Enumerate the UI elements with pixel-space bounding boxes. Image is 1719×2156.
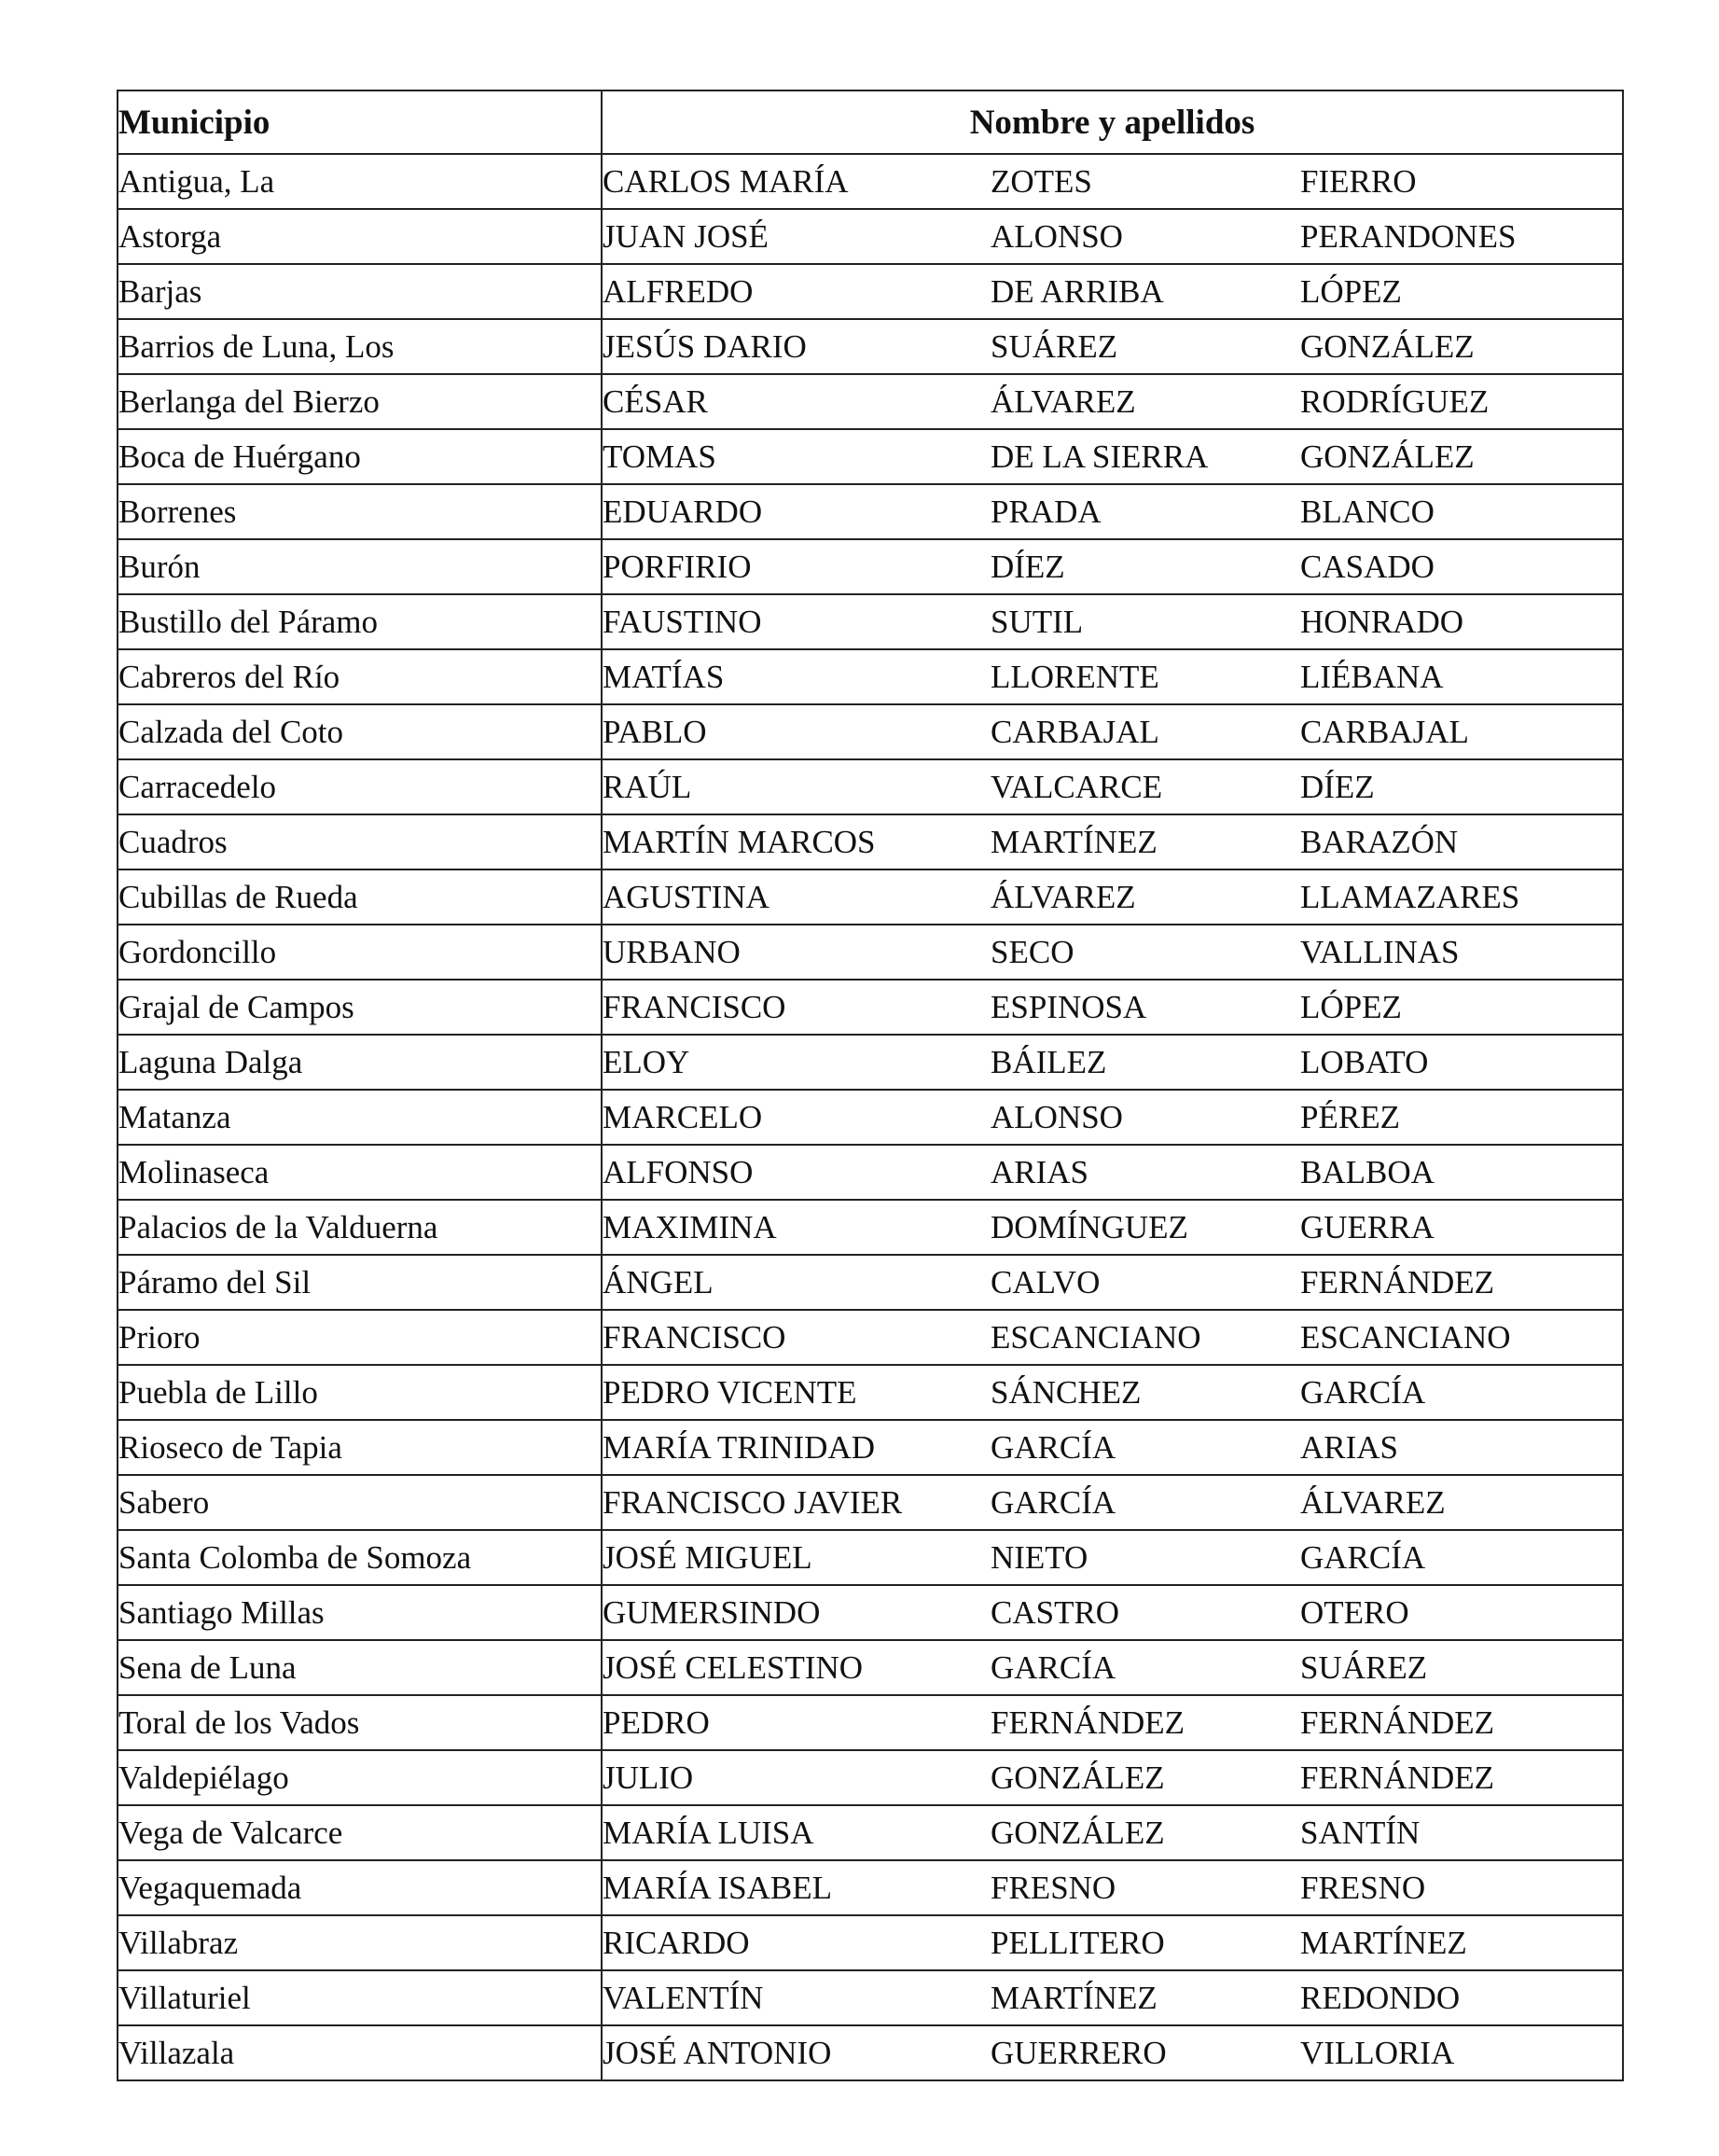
table-row: [118, 429, 1623, 484]
nombre-text: ALFREDO: [603, 273, 754, 310]
cell-nombre-apellidos: [602, 1805, 1623, 1860]
table-row: [118, 1310, 1623, 1365]
segundo-apellido-text: MARTÍNEZ: [1300, 1925, 1467, 1961]
cell-nombre-apellidos: [602, 1200, 1623, 1255]
primer-apellido-text: GARCÍA: [991, 1649, 1116, 1686]
table-row: [118, 1035, 1623, 1090]
primer-apellido-text: MARTÍNEZ: [991, 1980, 1158, 2016]
cell-nombre-apellidos: [602, 925, 1623, 980]
nombre-text: FRANCISCO JAVIER: [603, 1484, 903, 1521]
segundo-apellido-text: LIÉBANA: [1300, 659, 1444, 695]
nombre-text: RICARDO: [603, 1925, 750, 1961]
primer-apellido-text: CASTRO: [991, 1594, 1120, 1631]
nombre-text: MARCELO: [603, 1099, 763, 1135]
cell-municipio: Astorga: [118, 209, 602, 264]
cell-municipio: Grajal de Campos: [118, 980, 602, 1035]
segundo-apellido-text: ÁLVAREZ: [1300, 1484, 1446, 1521]
cell-municipio: Cuadros: [118, 814, 602, 869]
segundo-apellido-text: RODRÍGUEZ: [1300, 383, 1490, 420]
segundo-apellido-text: LLAMAZARES: [1300, 879, 1520, 915]
nombre-text: MARTÍN MARCOS: [603, 824, 876, 860]
table-row: [118, 1475, 1623, 1530]
cell-municipio: Vega de Valcarce: [118, 1805, 602, 1860]
primer-apellido-text: SECO: [991, 934, 1074, 970]
segundo-apellido-text: PÉREZ: [1300, 1099, 1400, 1135]
cell-nombre-apellidos: [602, 980, 1623, 1035]
cell-municipio: Santa Colomba de Somoza: [118, 1530, 602, 1585]
cell-nombre-apellidos: [602, 704, 1623, 759]
table-row: [118, 1640, 1623, 1695]
table-row: [118, 814, 1623, 869]
nombre-text: VALENTÍN: [603, 1980, 764, 2016]
nombre-text: MATÍAS: [603, 659, 725, 695]
cell-municipio: Toral de los Vados: [118, 1695, 602, 1750]
segundo-apellido-text: CASADO: [1300, 549, 1435, 585]
cell-nombre-apellidos: [602, 1915, 1623, 1970]
segundo-apellido-text: FERNÁNDEZ: [1300, 1760, 1495, 1796]
segundo-apellido-text: BALBOA: [1300, 1154, 1435, 1190]
cell-municipio: Sena de Luna: [118, 1640, 602, 1695]
primer-apellido-text: SÁNCHEZ: [991, 1374, 1142, 1411]
cell-nombre-apellidos: [602, 1475, 1623, 1530]
cell-municipio: Carracedelo: [118, 759, 602, 814]
cell-nombre-apellidos: [602, 2025, 1623, 2080]
segundo-apellido-text: DÍEZ: [1300, 769, 1375, 805]
table-row: [118, 264, 1623, 319]
segundo-apellido-text: GUERRA: [1300, 1209, 1435, 1245]
table-row: [118, 374, 1623, 429]
cell-municipio: Páramo del Sil: [118, 1255, 602, 1310]
cell-municipio: Burón: [118, 539, 602, 594]
cell-municipio: Villaturiel: [118, 1970, 602, 2025]
cell-municipio: Barjas: [118, 264, 602, 319]
segundo-apellido-text: FIERRO: [1300, 163, 1417, 200]
cell-municipio: Bustillo del Páramo: [118, 594, 602, 649]
primer-apellido-text: PRADA: [991, 494, 1102, 530]
primer-apellido-text: VALCARCE: [991, 769, 1163, 805]
primer-apellido-text: GUERRERO: [991, 2035, 1167, 2071]
nombre-text: CÉSAR: [603, 383, 708, 420]
nombre-text: RAÚL: [603, 769, 692, 805]
segundo-apellido-text: FRESNO: [1300, 1870, 1426, 1906]
table-row: [118, 1970, 1623, 2025]
segundo-apellido-text: GONZÁLEZ: [1300, 438, 1475, 475]
cell-nombre-apellidos: [602, 1970, 1623, 2025]
cell-nombre-apellidos: [602, 429, 1623, 484]
cell-nombre-apellidos: [602, 594, 1623, 649]
cell-nombre-apellidos: [602, 1310, 1623, 1365]
cell-nombre-apellidos: [602, 484, 1623, 539]
primer-apellido-text: CALVO: [991, 1264, 1101, 1301]
nombre-text: FRANCISCO: [603, 989, 786, 1025]
segundo-apellido-text: HONRADO: [1300, 604, 1463, 640]
table-row: [118, 154, 1623, 209]
cell-nombre-apellidos: [602, 539, 1623, 594]
primer-apellido-text: GARCÍA: [991, 1429, 1116, 1466]
table-row: [118, 649, 1623, 704]
cell-nombre-apellidos: [602, 1145, 1623, 1200]
cell-municipio: Valdepiélago: [118, 1750, 602, 1805]
table-row: [118, 1695, 1623, 1750]
table-row: [118, 2025, 1623, 2080]
cell-municipio: Borrenes: [118, 484, 602, 539]
cell-nombre-apellidos: [602, 1640, 1623, 1695]
cell-municipio: Santiago Millas: [118, 1585, 602, 1640]
nombre-text: CARLOS MARÍA: [603, 163, 849, 200]
cell-municipio: Villazala: [118, 2025, 602, 2080]
nombre-text: JOSÉ ANTONIO: [603, 2035, 832, 2071]
segundo-apellido-text: FERNÁNDEZ: [1300, 1704, 1495, 1741]
nombre-text: GUMERSINDO: [603, 1594, 821, 1631]
primer-apellido-text: ARIAS: [991, 1154, 1089, 1190]
nombre-text: PABLO: [603, 714, 707, 750]
cell-nombre-apellidos: [602, 759, 1623, 814]
table-row: [118, 1750, 1623, 1805]
segundo-apellido-text: LOBATO: [1300, 1044, 1429, 1080]
table-row: [118, 1585, 1623, 1640]
segundo-apellido-text: ARIAS: [1300, 1429, 1399, 1466]
segundo-apellido-text: OTERO: [1300, 1594, 1409, 1631]
table-row: [118, 704, 1623, 759]
nombre-text: TOMAS: [603, 438, 716, 475]
primer-apellido-text: LLORENTE: [991, 659, 1159, 695]
segundo-apellido-text: ESCANCIANO: [1300, 1319, 1511, 1356]
cell-municipio: Laguna Dalga: [118, 1035, 602, 1090]
cell-municipio: Sabero: [118, 1475, 602, 1530]
cell-municipio: Cubillas de Rueda: [118, 869, 602, 925]
primer-apellido-text: SUTIL: [991, 604, 1084, 640]
nombre-text: JESÚS DARIO: [603, 328, 807, 365]
primer-apellido-text: SUÁREZ: [991, 328, 1118, 365]
table-header-row: [118, 90, 1623, 154]
primer-apellido-text: DÍEZ: [991, 549, 1065, 585]
cell-nombre-apellidos: [602, 1750, 1623, 1805]
cell-nombre-apellidos: [602, 1365, 1623, 1420]
header-nombre-apellidos: Nombre y apellidos: [602, 90, 1623, 154]
nombre-text: JUAN JOSÉ: [603, 218, 769, 255]
nombre-text: FRANCISCO: [603, 1319, 786, 1356]
cell-nombre-apellidos: [602, 1860, 1623, 1915]
segundo-apellido-text: GARCÍA: [1300, 1374, 1426, 1411]
primer-apellido-text: GONZÁLEZ: [991, 1815, 1165, 1851]
cell-nombre-apellidos: [602, 1255, 1623, 1310]
nombre-text: ÁNGEL: [603, 1264, 714, 1301]
cell-nombre-apellidos: [602, 319, 1623, 374]
segundo-apellido-text: LÓPEZ: [1300, 989, 1402, 1025]
nombre-text: PEDRO: [603, 1704, 710, 1741]
segundo-apellido-text: PERANDONES: [1300, 218, 1517, 255]
cell-nombre-apellidos: [602, 1585, 1623, 1640]
primer-apellido-text: GONZÁLEZ: [991, 1760, 1165, 1796]
cell-municipio: Matanza: [118, 1090, 602, 1145]
table-row: [118, 1200, 1623, 1255]
segundo-apellido-text: CARBAJAL: [1300, 714, 1469, 750]
table-body: [118, 154, 1623, 2080]
cell-municipio: Boca de Huérgano: [118, 429, 602, 484]
primer-apellido-text: FERNÁNDEZ: [991, 1704, 1185, 1741]
nombre-text: PORFIRIO: [603, 549, 752, 585]
municipality-roster-table: [117, 90, 1624, 2081]
segundo-apellido-text: GONZÁLEZ: [1300, 328, 1475, 365]
segundo-apellido-text: VALLINAS: [1300, 934, 1460, 970]
table-row: [118, 925, 1623, 980]
table-row: [118, 484, 1623, 539]
cell-nombre-apellidos: [602, 1090, 1623, 1145]
segundo-apellido-text: BLANCO: [1300, 494, 1435, 530]
table-row: [118, 980, 1623, 1035]
primer-apellido-text: ÁLVAREZ: [991, 879, 1136, 915]
segundo-apellido-text: BARAZÓN: [1300, 824, 1459, 860]
primer-apellido-text: PELLITERO: [991, 1925, 1165, 1961]
cell-nombre-apellidos: [602, 814, 1623, 869]
cell-nombre-apellidos: [602, 1420, 1623, 1475]
nombre-text: MARÍA TRINIDAD: [603, 1429, 875, 1466]
cell-nombre-apellidos: [602, 154, 1623, 209]
cell-municipio: Villabraz: [118, 1915, 602, 1970]
cell-municipio: Antigua, La: [118, 154, 602, 209]
primer-apellido-text: ESPINOSA: [991, 989, 1147, 1025]
primer-apellido-text: ALONSO: [991, 1099, 1123, 1135]
nombre-text: MAXIMINA: [603, 1209, 777, 1245]
table-row: [118, 1255, 1623, 1310]
nombre-text: MARÍA LUISA: [603, 1815, 814, 1851]
cell-municipio: Cabreros del Río: [118, 649, 602, 704]
primer-apellido-text: ESCANCIANO: [991, 1319, 1201, 1356]
primer-apellido-text: BÁILEZ: [991, 1044, 1107, 1080]
segundo-apellido-text: SANTÍN: [1300, 1815, 1421, 1851]
cell-municipio: Calzada del Coto: [118, 704, 602, 759]
table-row: [118, 1420, 1623, 1475]
cell-nombre-apellidos: [602, 869, 1623, 925]
segundo-apellido-text: GARCÍA: [1300, 1539, 1426, 1576]
cell-nombre-apellidos: [602, 374, 1623, 429]
nombre-text: JOSÉ CELESTINO: [603, 1649, 864, 1686]
segundo-apellido-text: REDONDO: [1300, 1980, 1461, 2016]
table-row: [118, 209, 1623, 264]
table-row: [118, 1860, 1623, 1915]
table-row: [118, 1145, 1623, 1200]
primer-apellido-text: DE ARRIBA: [991, 273, 1164, 310]
primer-apellido-text: ÁLVAREZ: [991, 383, 1136, 420]
table-row: [118, 1805, 1623, 1860]
header-municipio: Municipio: [118, 90, 602, 154]
table-row: [118, 594, 1623, 649]
table-row: [118, 759, 1623, 814]
primer-apellido-text: FRESNO: [991, 1870, 1116, 1906]
cell-municipio: Palacios de la Valduerna: [118, 1200, 602, 1255]
primer-apellido-text: DOMÍNGUEZ: [991, 1209, 1188, 1245]
primer-apellido-text: GARCÍA: [991, 1484, 1116, 1521]
cell-municipio: Prioro: [118, 1310, 602, 1365]
segundo-apellido-text: FERNÁNDEZ: [1300, 1264, 1495, 1301]
segundo-apellido-text: LÓPEZ: [1300, 273, 1402, 310]
cell-municipio: Gordoncillo: [118, 925, 602, 980]
table-row: [118, 319, 1623, 374]
table-row: [118, 1365, 1623, 1420]
primer-apellido-text: ALONSO: [991, 218, 1123, 255]
nombre-text: ALFONSO: [603, 1154, 754, 1190]
cell-municipio: Barrios de Luna, Los: [118, 319, 602, 374]
primer-apellido-text: DE LA SIERRA: [991, 438, 1209, 475]
cell-municipio: Puebla de Lillo: [118, 1365, 602, 1420]
cell-nombre-apellidos: [602, 1035, 1623, 1090]
nombre-text: EDUARDO: [603, 494, 763, 530]
table-row: [118, 1915, 1623, 1970]
cell-municipio: Berlanga del Bierzo: [118, 374, 602, 429]
table-row: [118, 1090, 1623, 1145]
primer-apellido-text: NIETO: [991, 1539, 1088, 1576]
nombre-text: URBANO: [603, 934, 741, 970]
cell-nombre-apellidos: [602, 264, 1623, 319]
nombre-text: JULIO: [603, 1760, 694, 1796]
primer-apellido-text: ZOTES: [991, 163, 1092, 200]
table-row: [118, 539, 1623, 594]
nombre-text: JOSÉ MIGUEL: [603, 1539, 812, 1576]
primer-apellido-text: MARTÍNEZ: [991, 824, 1158, 860]
nombre-text: ELOY: [603, 1044, 690, 1080]
nombre-text: AGUSTINA: [603, 879, 769, 915]
cell-municipio: Molinaseca: [118, 1145, 602, 1200]
cell-nombre-apellidos: [602, 1695, 1623, 1750]
cell-nombre-apellidos: [602, 1530, 1623, 1585]
cell-municipio: Rioseco de Tapia: [118, 1420, 602, 1475]
cell-municipio: Vegaquemada: [118, 1860, 602, 1915]
nombre-text: FAUSTINO: [603, 604, 762, 640]
nombre-text: MARÍA ISABEL: [603, 1870, 832, 1906]
table-row: [118, 869, 1623, 925]
segundo-apellido-text: VILLORIA: [1300, 2035, 1455, 2071]
table-row: [118, 1530, 1623, 1585]
segundo-apellido-text: SUÁREZ: [1300, 1649, 1428, 1686]
primer-apellido-text: CARBAJAL: [991, 714, 1159, 750]
nombre-text: PEDRO VICENTE: [603, 1374, 857, 1411]
cell-nombre-apellidos: [602, 649, 1623, 704]
cell-nombre-apellidos: [602, 209, 1623, 264]
